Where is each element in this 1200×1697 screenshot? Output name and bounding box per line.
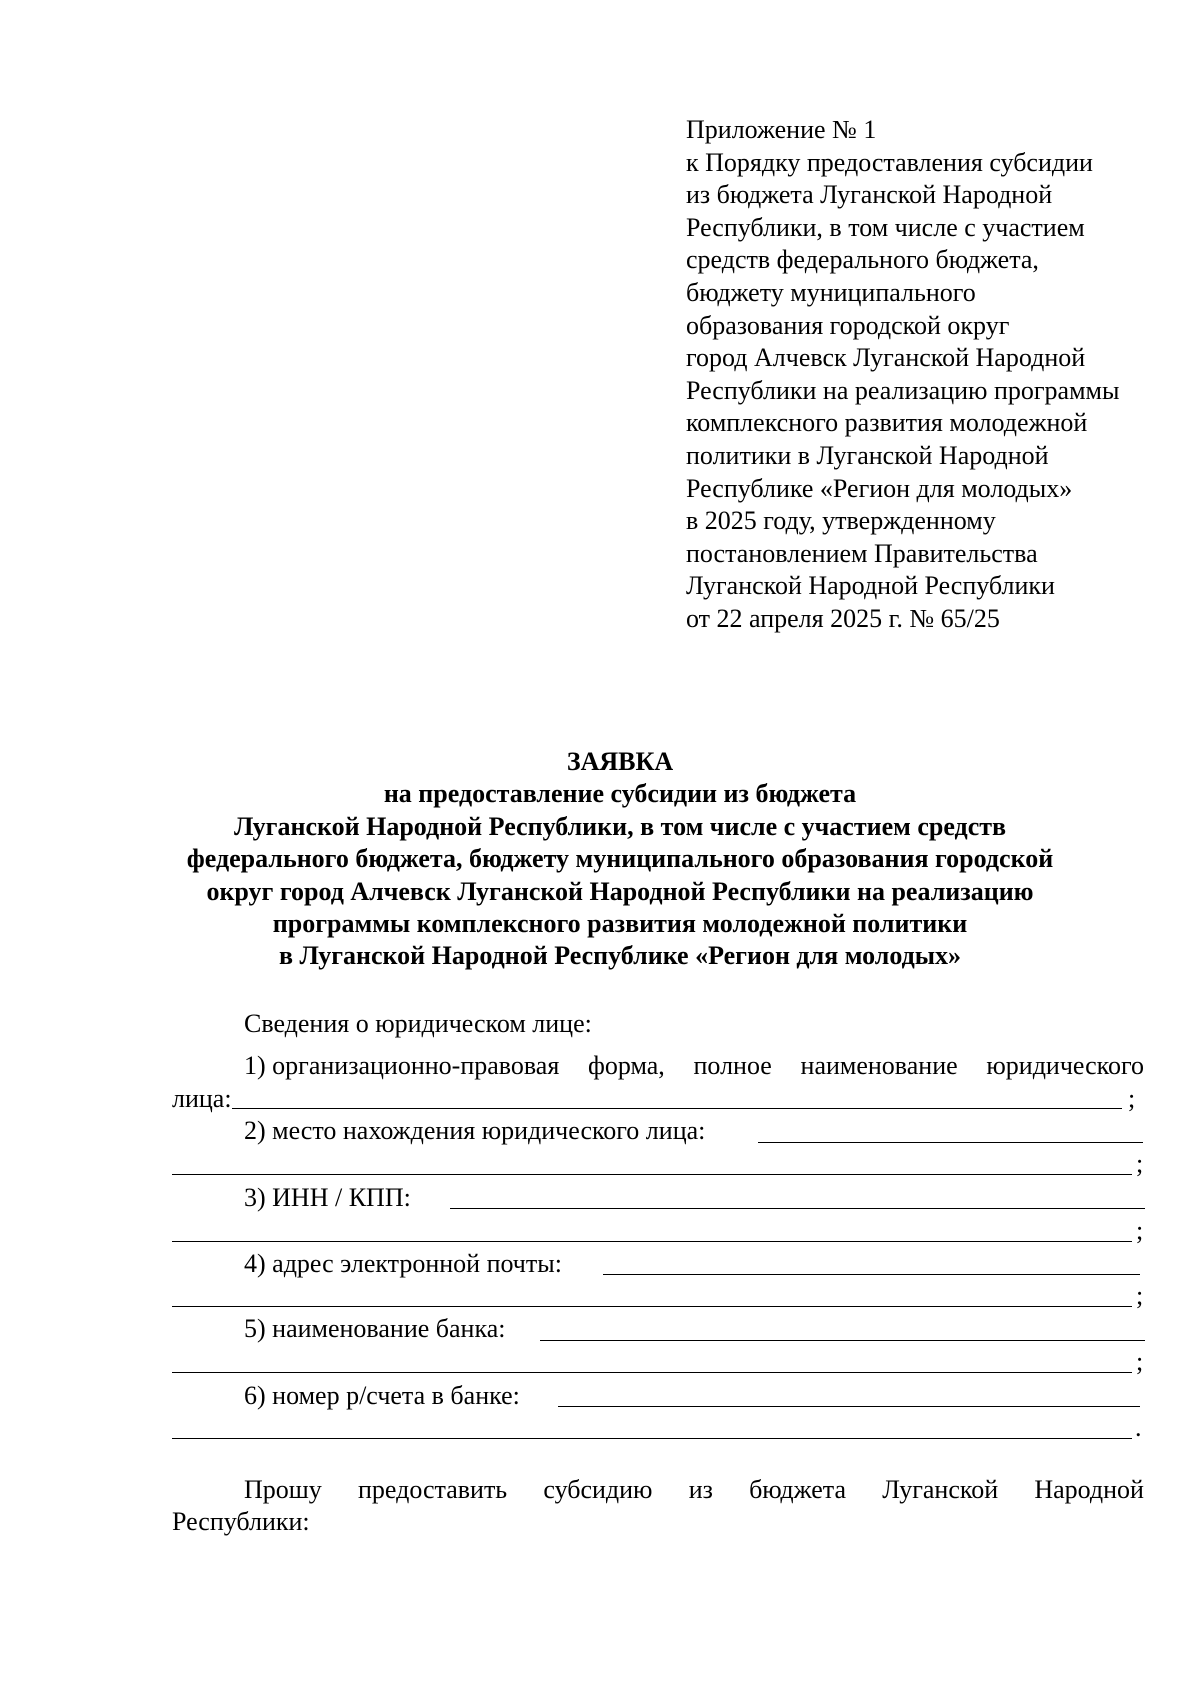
- item-5-label: 5) наименование банка:: [244, 1314, 506, 1343]
- appendix-line: Республики на реализацию программы: [686, 375, 1120, 405]
- item-3-label: 3) ИНН / КПП:: [244, 1183, 411, 1212]
- appendix-line: постановлением Правительства: [686, 538, 1038, 568]
- item-1-cont-label: лица:: [172, 1084, 232, 1113]
- request-word: предоставить: [358, 1475, 508, 1504]
- account-field-line-2[interactable]: [172, 1438, 1132, 1439]
- appendix-line: Республики, в том числе с участием: [686, 212, 1085, 242]
- request-word: Луганской: [882, 1475, 999, 1504]
- location-field-line-2[interactable]: [172, 1174, 1132, 1175]
- request-word: субсидию: [543, 1475, 653, 1504]
- title-line: округ город Алчевск Луганской Народной Республики на реализацию: [206, 876, 1034, 906]
- appendix-line: к Порядку предоставления субсидии: [686, 147, 1093, 177]
- item-1-word: 1) организационно-правовая: [244, 1051, 560, 1080]
- request-word: бюджета: [749, 1475, 847, 1504]
- inn-kpp-field-line-1[interactable]: [450, 1208, 1145, 1209]
- appendix-line: образования городской округ: [686, 310, 1010, 340]
- semicolon: ;: [1128, 1084, 1136, 1113]
- semicolon: ;: [1136, 1281, 1144, 1310]
- semicolon: ;: [1136, 1149, 1144, 1178]
- appendix-line: бюджету муниципального: [686, 277, 976, 307]
- title-line: на предоставление субсидии из бюджета: [383, 779, 857, 809]
- item-1-word: форма,: [588, 1051, 665, 1080]
- appendix-line: город Алчевск Луганской Народной: [686, 343, 1086, 373]
- item-6-label: 6) номер р/счета в банке:: [244, 1381, 520, 1410]
- request-line: [244, 1474, 1144, 1506]
- item-1-word: полное: [693, 1051, 772, 1080]
- request-word: Народной: [1034, 1475, 1144, 1504]
- title-line: в Луганской Народной Республике «Регион для молодых»: [278, 941, 962, 971]
- title-line: Луганской Народной Республики, в том числе с участием средств: [233, 811, 1007, 841]
- item-1-word: юридического: [986, 1051, 1144, 1080]
- appendix-line: Луганской Народной Республики: [686, 571, 1055, 601]
- request-word: Прошу: [244, 1475, 322, 1504]
- semicolon: ;: [1136, 1216, 1144, 1245]
- appendix-line: в 2025 году, утвержденному: [686, 506, 996, 536]
- account-field-line-1[interactable]: [558, 1406, 1140, 1407]
- location-field-line-1[interactable]: [758, 1142, 1143, 1143]
- appendix-note: [686, 114, 1186, 636]
- org-name-field[interactable]: [232, 1108, 1122, 1109]
- request-cont: Республики:: [172, 1507, 310, 1536]
- semicolon: ;: [1136, 1347, 1144, 1376]
- appendix-line: из бюджета Луганской Народной: [686, 180, 1053, 210]
- item-1-word: наименование: [800, 1051, 958, 1080]
- item-1-label: [244, 1050, 1144, 1082]
- application-title: [160, 746, 1080, 973]
- appendix-line: от 22 апреля 2025 г. № 65/25: [686, 603, 1000, 633]
- bank-name-field-line-1[interactable]: [540, 1340, 1145, 1341]
- title-line: программы комплексного развития молодежной политики: [272, 908, 968, 938]
- appendix-line: Республике «Регион для молодых»: [686, 473, 1073, 503]
- item-2-label: 2) место нахождения юридического лица:: [244, 1116, 706, 1145]
- appendix-line: политики в Луганской Народной: [686, 440, 1049, 470]
- appendix-line: комплексного развития молодежной: [686, 408, 1088, 438]
- period: .: [1135, 1413, 1142, 1442]
- title-line: федерального бюджета, бюджету муниципального образования городской: [186, 844, 1054, 874]
- bank-name-field-line-2[interactable]: [172, 1372, 1132, 1373]
- item-4-label: 4) адрес электронной почты:: [244, 1249, 562, 1278]
- appendix-line: средств федерального бюджета,: [686, 245, 1039, 275]
- legal-entity-intro: Сведения о юридическом лице:: [244, 1009, 592, 1038]
- inn-kpp-field-line-2[interactable]: [172, 1241, 1132, 1242]
- email-field-line-1[interactable]: [603, 1274, 1140, 1275]
- email-field-line-2[interactable]: [172, 1306, 1132, 1307]
- title-heading: ЗАЯВКА: [566, 747, 674, 776]
- appendix-line: Приложение № 1: [686, 115, 877, 144]
- request-word: из: [688, 1475, 713, 1504]
